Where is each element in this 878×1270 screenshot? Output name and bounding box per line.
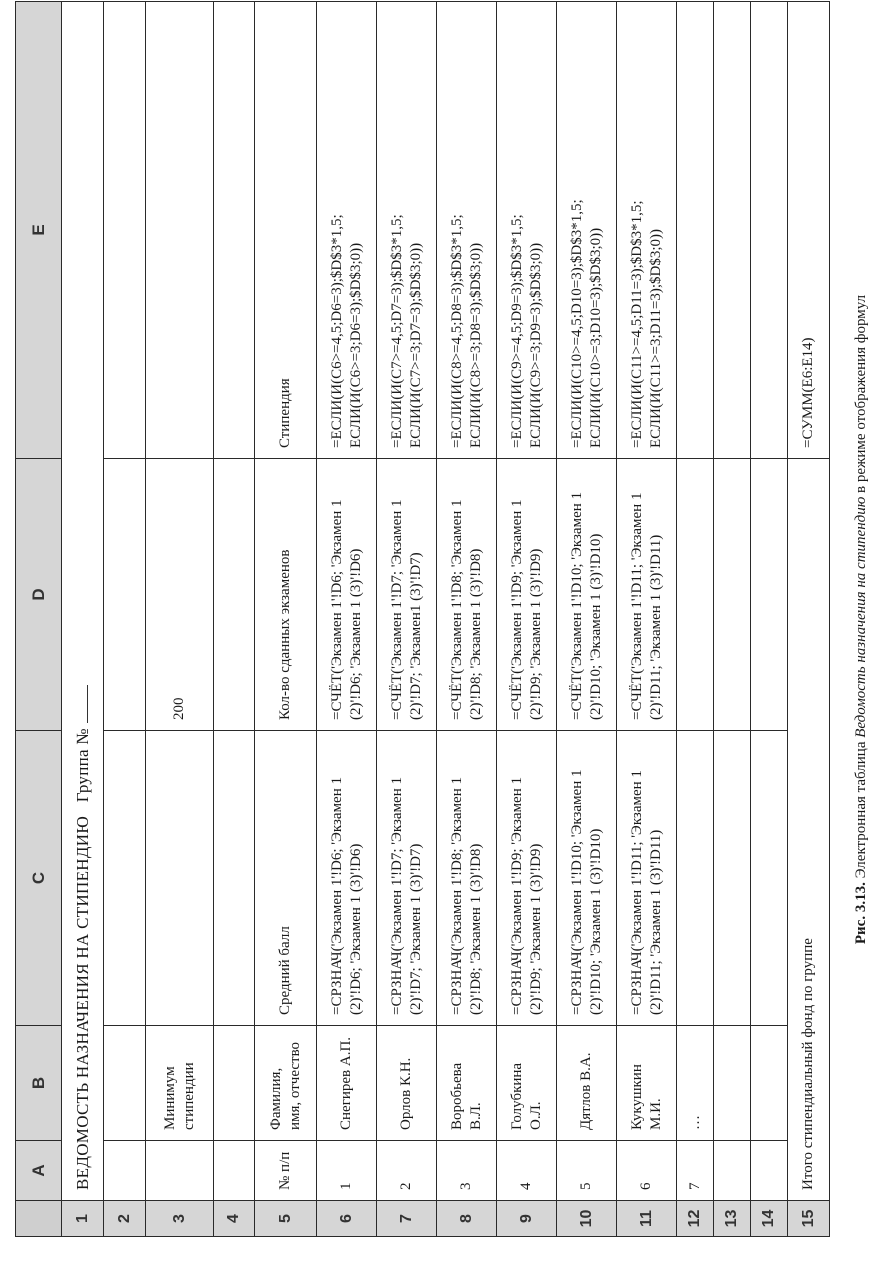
cell-e4[interactable] — [214, 2, 255, 459]
header-name[interactable]: Фамилия, имя, отчество — [255, 1026, 317, 1141]
cell-c12[interactable] — [677, 731, 714, 1026]
header-num[interactable]: № п/п — [255, 1141, 317, 1201]
cell-a2[interactable] — [104, 1141, 146, 1201]
spreadsheet-grid — [15, 1, 830, 1237]
group-label: Группа № — [73, 728, 92, 803]
column-header-c[interactable]: C — [16, 731, 62, 1026]
avg-formula-cell[interactable]: =СРЗНАЧ('Экзамен 1'!D6; 'Экзамен 1 (2)'!D6; 'Экзамен 1 (3)'!D6) — [317, 731, 377, 1026]
count-formula-cell[interactable]: =СЧЁТ('Экзамен 1'!D10; 'Экзамен 1 (2)'!D10; 'Экзамен 1 (3)'!D10) — [557, 459, 617, 731]
stipend-formula-cell[interactable]: =ЕСЛИ(И(C7>=4,5;D7=3);$D$3*1,5; ЕСЛИ(И(C7>=3;D7=3);$D$3;0)) — [377, 2, 437, 459]
spreadsheet — [15, 2, 817, 1237]
cell-b2[interactable] — [104, 1026, 146, 1141]
cell-e14[interactable] — [751, 2, 788, 459]
cell-d12[interactable] — [677, 459, 714, 731]
student-name-cell[interactable]: Голубкина О.Л. — [497, 1026, 557, 1141]
row-header-13[interactable]: 13 — [714, 1201, 751, 1237]
row-header-8[interactable]: 8 — [437, 1201, 497, 1237]
caption-figure-number: Рис. 3.13. — [853, 882, 869, 945]
row-header-1[interactable]: 1 — [62, 1201, 104, 1237]
cell-c4[interactable] — [214, 731, 255, 1026]
header-avg[interactable]: Средний балл — [255, 731, 317, 1026]
cell-a12[interactable]: 7 — [677, 1141, 714, 1201]
row-header-14[interactable]: 14 — [751, 1201, 788, 1237]
avg-formula-cell[interactable]: =СРЗНАЧ('Экзамен 1'!D9; 'Экзамен 1 (2)'!D9; 'Экзамен 1 (3)'!D9) — [497, 731, 557, 1026]
student-num-cell[interactable]: 2 — [377, 1141, 437, 1201]
column-header-b[interactable]: B — [16, 1026, 62, 1141]
student-num-cell[interactable]: 3 — [437, 1141, 497, 1201]
avg-formula-cell[interactable]: =СРЗНАЧ('Экзамен 1'!D11; 'Экзамен 1 (2)'!D11; 'Экзамен 1 (3)'!D11) — [617, 731, 677, 1026]
stipend-formula-cell[interactable]: =ЕСЛИ(И(C8>=4,5;D8=3);$D$3*1,5; ЕСЛИ(И(C8>=3;D8=3);$D$3;0)) — [437, 2, 497, 459]
row-header-7[interactable]: 7 — [377, 1201, 437, 1237]
row-header-10[interactable]: 10 — [557, 1201, 617, 1237]
row-header-2[interactable]: 2 — [104, 1201, 146, 1237]
cell-d3-min-value[interactable]: 200 — [146, 459, 214, 731]
row-header-15[interactable]: 15 — [788, 1201, 830, 1237]
student-name-cell[interactable]: Кукушкин М.И. — [617, 1026, 677, 1141]
stipend-formula-cell[interactable]: =ЕСЛИ(И(C10>=4,5;D10=3);$D$3*1,5; ЕСЛИ(И(C10>=3;D10=3);$D$3;0)) — [557, 2, 617, 459]
cell-b13[interactable] — [714, 1026, 751, 1141]
student-num-cell[interactable]: 4 — [497, 1141, 557, 1201]
count-formula-cell[interactable]: =СЧЁТ('Экзамен 1'!D6; 'Экзамен 1 (2)'!D6; 'Экзамен 1 (3)'!D6) — [317, 459, 377, 731]
student-num-cell[interactable]: 6 — [617, 1141, 677, 1201]
count-formula-cell[interactable]: =СЧЁТ('Экзамен 1'!D9; 'Экзамен 1 (2)'!D9; 'Экзамен 1 (3)'!D9) — [497, 459, 557, 731]
cell-b12-ellipsis[interactable]: … — [677, 1026, 714, 1141]
cell-e3[interactable] — [146, 2, 214, 459]
student-num-cell[interactable]: 5 — [557, 1141, 617, 1201]
select-all-corner[interactable] — [16, 1201, 62, 1237]
stipend-formula-cell[interactable]: =ЕСЛИ(И(C11>=4,5;D11=3);$D$3*1,5; ЕСЛИ(И(C11>=3;D11=3);$D$3;0)) — [617, 2, 677, 459]
row-header-4[interactable]: 4 — [214, 1201, 255, 1237]
stipend-formula-cell[interactable]: =ЕСЛИ(И(C9>=4,5;D9=3);$D$3*1,5; ЕСЛИ(И(C9>=3;D9=3);$D$3;0)) — [497, 2, 557, 459]
cell-b4[interactable] — [214, 1026, 255, 1141]
caption-text-before: Электронная таблица — [853, 737, 869, 883]
row-header-6[interactable]: 6 — [317, 1201, 377, 1237]
student-name-cell[interactable]: Снегирев А.П. — [317, 1026, 377, 1141]
cell-a13[interactable] — [714, 1141, 751, 1201]
cell-c14[interactable] — [751, 731, 788, 1026]
group-number-blank — [73, 686, 88, 724]
cell-d4[interactable] — [214, 459, 255, 731]
sheet-title: ВЕДОМОСТЬ НАЗНАЧЕНИЯ НА СТИПЕНДИЮ — [73, 815, 92, 1190]
cell-b14[interactable] — [751, 1026, 788, 1141]
cell-e2[interactable] — [104, 2, 146, 459]
figure-caption — [847, 2, 875, 1237]
cell-a14[interactable] — [751, 1141, 788, 1201]
stipend-formula-cell[interactable]: =ЕСЛИ(И(C6>=4,5;D6=3);$D$3*1,5; ЕСЛИ(И(C6>=3;D6=3);$D$3;0)) — [317, 2, 377, 459]
header-count[interactable]: Кол-во сданных экзаменов — [255, 459, 317, 731]
column-header-a[interactable]: A — [16, 1141, 62, 1201]
cell-d13[interactable] — [714, 459, 751, 731]
avg-formula-cell[interactable]: =СРЗНАЧ('Экзамен 1'!D8; 'Экзамен 1 (2)'!D8; 'Экзамен 1 (3)'!D8) — [437, 731, 497, 1026]
cell-d14[interactable] — [751, 459, 788, 731]
cell-a1-title[interactable] — [62, 2, 104, 1201]
cell-c2[interactable] — [104, 731, 146, 1026]
row-header-11[interactable]: 11 — [617, 1201, 677, 1237]
student-num-cell[interactable]: 1 — [317, 1141, 377, 1201]
total-formula-cell[interactable]: =СУММ(E6:E14) — [788, 2, 830, 459]
cell-b3-min-label[interactable]: Минимум стипендии — [146, 1026, 214, 1141]
avg-formula-cell[interactable]: =СРЗНАЧ('Экзамен 1'!D7; 'Экзамен 1 (2)'!D7; 'Экзамен 1 (3)'!D7) — [377, 731, 437, 1026]
count-formula-cell[interactable]: =СЧЁТ('Экзамен 1'!D11; 'Экзамен 1 (2)'!D11; 'Экзамен 1 (3)'!D11) — [617, 459, 677, 731]
student-name-cell[interactable]: Воробьева В.Л. — [437, 1026, 497, 1141]
cell-e13[interactable] — [714, 2, 751, 459]
avg-formula-cell[interactable]: =СРЗНАЧ('Экзамен 1'!D10; 'Экзамен 1 (2)'!D10; 'Экзамен 1 (3)'!D10) — [557, 731, 617, 1026]
row-header-12[interactable]: 12 — [677, 1201, 714, 1237]
cell-d2[interactable] — [104, 459, 146, 731]
cell-c3[interactable] — [146, 731, 214, 1026]
cell-e12[interactable] — [677, 2, 714, 459]
count-formula-cell[interactable]: =СЧЁТ('Экзамен 1'!D8; 'Экзамен 1 (2)'!D8; 'Экзамен 1 (3)'!D8) — [437, 459, 497, 731]
header-stipend[interactable]: Стипендия — [255, 2, 317, 459]
student-name-cell[interactable]: Дятлов В.А. — [557, 1026, 617, 1141]
count-formula-cell[interactable]: =СЧЁТ('Экзамен 1'!D7; 'Экзамен 1 (2)'!D7; 'Экзамен1 (3)'!D7) — [377, 459, 437, 731]
student-name-cell[interactable]: Орлов К.Н. — [377, 1026, 437, 1141]
row-header-5[interactable]: 5 — [255, 1201, 317, 1237]
cell-a3[interactable] — [146, 1141, 214, 1201]
caption-italic-title: Ведомость назначения на стипендию — [853, 496, 869, 738]
cell-c13[interactable] — [714, 731, 751, 1026]
cell-a4[interactable] — [214, 1141, 255, 1201]
row-header-9[interactable]: 9 — [497, 1201, 557, 1237]
column-header-d[interactable]: D — [16, 459, 62, 731]
caption-text-after: в режиме отображения формул — [853, 294, 869, 497]
total-label-cell[interactable]: Итого стипендиальный фонд по группе — [788, 459, 830, 1201]
column-header-e[interactable]: E — [16, 2, 62, 459]
row-header-3[interactable]: 3 — [146, 1201, 214, 1237]
